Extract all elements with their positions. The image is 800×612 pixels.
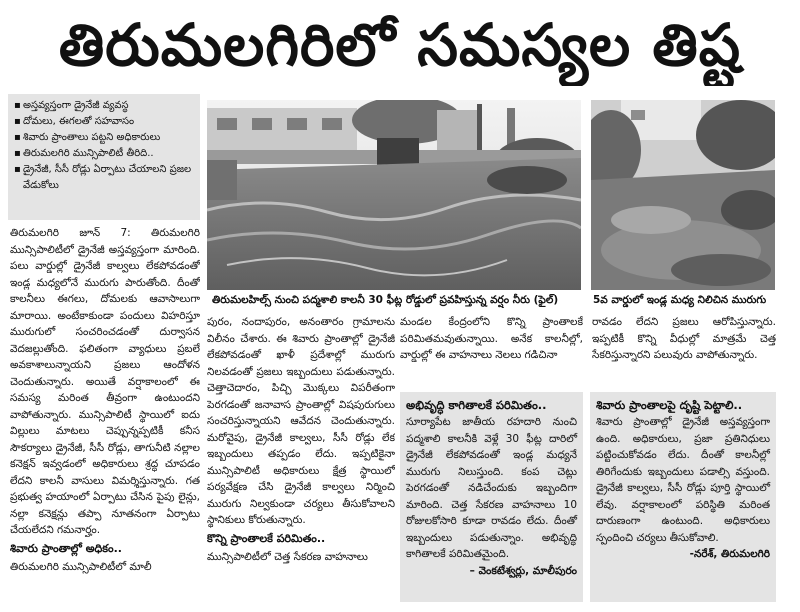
column2-subhead: కొన్ని ప్రాంతాలకే పరిమితం..	[207, 531, 326, 545]
quote-box-2-signature: -నరేశ్, తిరుమలగిరి	[689, 548, 770, 560]
column1-text2: తిరుమలగిరి మున్సిపాలిటీలో మాలీ	[10, 560, 152, 573]
quote-box-1-text: సూర్యాపేట జాతీయ రహదారి నుంచి పద్మశాలి కాలనీకి వెళ్లే 30 ఫీట్ల దారిలో డ్రైనేజీ లేకపోవడంతో ఇండ్ల మధ్యనే మురుగు నిలుస్తుంది. కంప చెట్లు పెరగడంతో నడిచేందుకు ఇబ్బందిగా మారింది. చెత్త సేకరణ వాహనాలు 10 రోజులకోసారి కూడా రావడం లేదు. దీంతో ఇబ్బందులు పడుతున్నాం. అభివృద్ధి కాగితాలకే పరిమితమైంది.	[406, 416, 577, 560]
column1-subhead: శివారు ప్రాంతాల్లో అధికం..	[10, 541, 122, 555]
article-column-2	[207, 314, 395, 610]
highlight-item: ▪ తిరుమలగిరి మున్సిపాలిటీ తీరిది..	[14, 148, 154, 159]
highlight-item: ▪ అస్తవ్యస్తంగా డ్రైనేజీ వ్యవస్థ	[14, 100, 129, 111]
quote-box-1	[400, 392, 583, 602]
flooded-road-photo	[207, 100, 581, 290]
quote-box-2-text: శివారు ప్రాంతాల్లో డ్రైనేజీ అస్తవ్యస్తంగా ఉంది. అధికారులు, ప్రజా ప్రతినిధులు పట్టించుకోవడం లేదు. దీంతో కాలనీల్లో తిరిగేందుకు ఇబ్బందులు పడాల్సి వస్తుంది. డ్రైనేజీ కాల్వలు, సీసీ రోడ్లు పూర్తి స్థాయిలో లేవు. వర్షాకాలంలో పరిస్థితి మరింత దారుణంగా ఉంటుంది. అధికారులు స్పందించి చర్యలు తీసుకోవాలి.	[596, 416, 770, 544]
column3-text: మండల కేంద్రంలోని కొన్ని ప్రాంతాలకే పరిమితమవుతున్నాయి. అనేక కాలనీల్లో, వార్డుల్లో ఈ వాహనాలు నెలలు గడిచినా	[400, 316, 583, 361]
article-column-4	[592, 314, 776, 382]
quote-box-2-heading: శివారు ప్రాంతాలపై దృష్టి పెట్టాలి..	[596, 398, 743, 412]
highlight-item: ▪ శివారు ప్రాంతాలు పట్టని అధికారులు	[14, 132, 161, 143]
article-column-3	[400, 314, 583, 382]
column2-text2: మున్సిపాలిటీలో చెత్త సేకరణ వాహనాలు	[207, 550, 368, 563]
sewage-photo	[591, 100, 775, 290]
highlight-item: ▪ దోమలు, ఈగలతో సహవాసం	[14, 116, 135, 127]
quote-box-1-signature: – వెంకటేశ్వర్లు, మాలీపురం	[469, 564, 577, 577]
photo2-caption: 5వ వార్డులో ఇండ్ల మధ్య నిలిచిన మురుగు	[593, 294, 767, 306]
highlights-box	[8, 94, 200, 220]
column4-text: రావడం లేదని ప్రజలు ఆరోపిస్తున్నారు. ఇప్పటికీ కొన్ని వీధుల్లో మాత్రమే చెత్త సేకరిస్తున్నారని పలువురు వాపోతున్నారు.	[592, 316, 776, 361]
headline: తిరుమలగిరిలో సమస్యల తిష్ట	[58, 11, 742, 79]
column1-text: తిరుమలగిరి జూన్ 7: తిరుమలగిరి మున్సిపాలిటీలో డ్రైనేజీ అస్తవ్యస్తంగా మారింది. పలు వార్డుల్లో డ్రైనేజీ కాల్వలు లేకపోవడంతో ఇండ్ల మధ్యలోనే మురుగు పారుతోంది. దీంతో కాలనీలు ఈగలు, దోమలకు ఆవాసాలుగా మారాయి. అంటేకాకుండా పందులు విహరిస్తూ మురుగులో సంచరించడంతో దుర్వాసన వెదజల్లుతోంది. ఫలితంగా వ్యాధులు ప్రబలే అవకాశాలున్నాయని ప్రజలు ఆందోళన చెందుతున్నారు. అయితే వర్షాకాలంలో ఈ సమస్య మరింత తీవ్రంగా ఉంటుందని వాపోతున్నారు. మున్సిపాలిటీ స్థాయిలో ఐదు విల్లులు మాటలు చెప్పున్నప్పటికీ కనీస సౌకర్యాలు డ్రైనేజీ, సీసీ రోడ్లు, తాగునీటి నల్లాల కనెక్షన్ ఇవ్వడంలో అధికారులు శ్రద్ధ చూపడం లేదని కాలనీ వాసులు విమర్శిస్తున్నారు. గత ప్రభుత్వ హయాంలో ఏర్పాటు చేసిన పైపు లైన్లు, నల్లా కనెక్షన్లు తప్పా నూతనంగా ఏర్పాటు చేయలేదని గమనార్హం.	[10, 227, 200, 536]
article-column-1	[10, 225, 200, 610]
column2-text: పురం, నందాపురం, అనంతారం గ్రామాలను విలీనం చేశారు. ఈ శివారు ప్రాంతాల్లో డ్రైనేజీ లేకపోవడంతో ఖాళీ ప్రదేశాల్లో మురుగు నిలవడంతో ప్రజలు ఇబ్బందులు పడుతున్నారు. చెత్తాచెదారం, పిచ్చి మొక్కలు విపరీతంగా పెరగడంతో జనావాస ప్రాంతాల్లో విషపురుగులు సంచరిస్తున్నాయని ఆవేదన చెందుతున్నారు. మరోవైపు, డ్రైనేజీ కాల్వలు, సీసీ రోడ్లు లేక ఇబ్బందులు తప్పడం లేదు. ఇప్పటికైనా మున్సిపాలిటీ అధికారులు క్షేత్ర స్థాయిలో పర్యవేక్షణ చేసి డ్రైనేజీ కాల్వలు నిర్మించి మురుగు నిల్వకుండా చర్యలు తీసుకోవాలని స్థానికులు కోరుతున్నారు.	[207, 316, 395, 526]
quote-box-2	[590, 392, 776, 602]
highlight-item: ▪ డ్రైనేజీ, సీసీ రోడ్లు ఏర్పాటు చేయాలని ప్రజల వేడుకోలు	[14, 164, 192, 191]
quote-box-1-heading: అభివృద్ధి కాగితాలకే పరిమితం..	[406, 398, 547, 412]
photo1-caption: తిరుమలహిల్స్ నుంచి పద్మశాలి కాలనీ 30 ఫీట్ల రోడ్డులో ప్రవహిస్తున్న వర్షం నీరు (ఫైల్)	[212, 294, 559, 306]
